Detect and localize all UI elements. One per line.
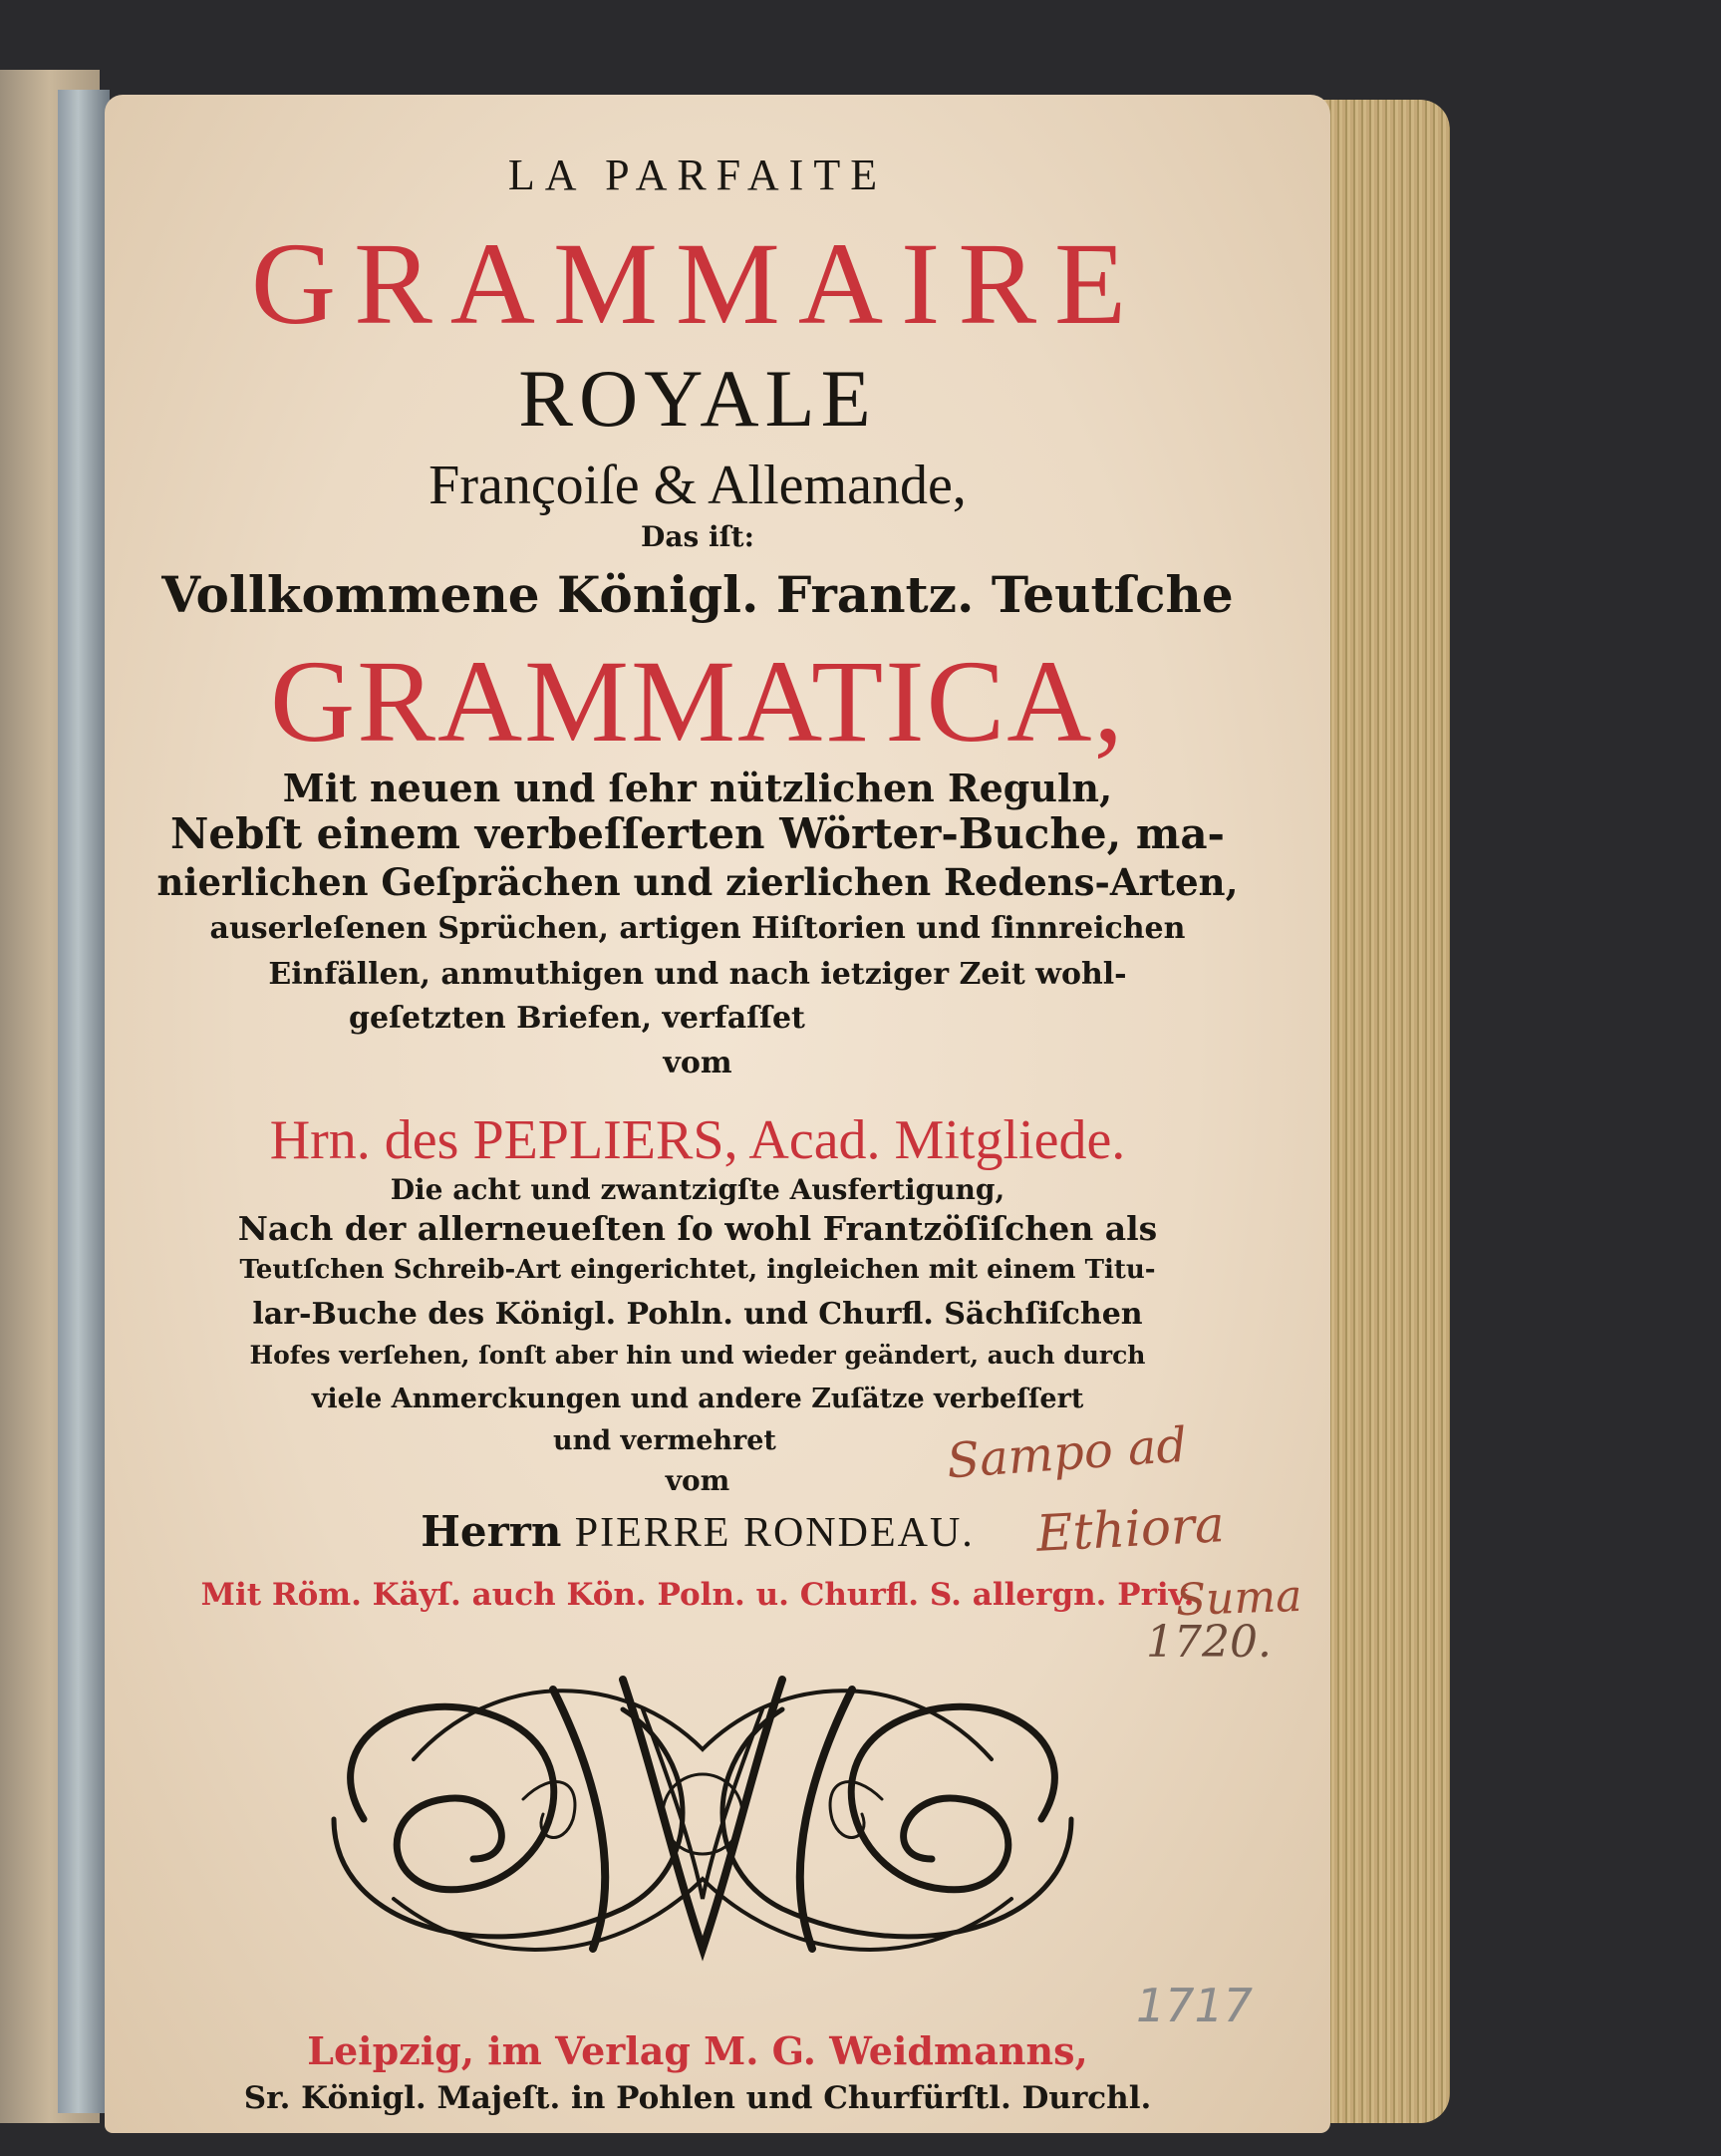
ownership-inscription: Sampo ad [945, 1416, 1189, 1490]
edition-line: lar-Buche des Königl. Pohln. und Churfl. Sächſiſchen [252, 1297, 1143, 1332]
privilege-line: Mit Röm. Käyſ. auch Kön. Poln. u. Churfl. S. allergn. Priv. [200, 1577, 1195, 1613]
imprint-line-1: Leipzig, im Verlag M. G. Weidmanns, [307, 2028, 1088, 2073]
title-vollkommene: Vollkommene Königl. Frantz. Teutſche [161, 565, 1234, 624]
ownership-inscription: Suma [1175, 1570, 1303, 1627]
description-line: Mit neuen und ſehr nützlichen Reguln, [282, 766, 1113, 810]
vom-label: vom [665, 1464, 730, 1497]
book-spine [58, 90, 110, 2113]
description-line: auserleſenen Sprüchen, artigen Hiſtorien und ſinnreichen [209, 911, 1186, 946]
edition-line: viele Anmerckungen und andere Zuſätze verbeſſert [311, 1384, 1084, 1414]
author-line: Hrn. des PEPLIERS, Acad. Mitgliede. [269, 1109, 1126, 1171]
pencil-year-note: 1717 [1136, 1979, 1254, 2032]
edition-line: Nach der allerneueſten ſo wohl Frantzöſiſchen als [237, 1209, 1158, 1248]
editor-name: PIERRE RONDEAU. [574, 1510, 975, 1556]
edition-line: Hofes verſehen, ſonſt aber hin und wieder geändert, auch durch [249, 1341, 1146, 1370]
editor-prefix: Herrn [421, 1507, 562, 1556]
ownership-inscription: 1720. [1146, 1617, 1272, 1668]
edition-line: Die acht und zwantzigſte Ausfertigung, [390, 1173, 1005, 1206]
calligraphic-ornament [294, 1650, 1111, 1979]
title-francoise-allemande: Françoiſe & Allemande, [429, 455, 967, 516]
title-grammaire: GRAMMAIRE [250, 218, 1145, 349]
title-grammatica: GRAMMATICA, [270, 636, 1125, 767]
page-edges [1310, 100, 1450, 2123]
title-royale: ROYALE [518, 353, 877, 444]
title-das-ist: Das iſt: [641, 520, 754, 553]
vom-label: vom [663, 1046, 732, 1080]
title-la-parfaite: LA PARFAITE [507, 151, 888, 199]
description-line: geſetzten Briefen, verfaſſet [349, 1001, 805, 1036]
ownership-inscription: Ethiora [1034, 1495, 1226, 1563]
description-line: nierlichen Geſprächen und zierlichen Redens-Arten, [156, 860, 1239, 904]
edition-line: und vermehret [553, 1425, 776, 1456]
imprint-line-2: Sr. Königl. Majeſt. in Pohlen und Churfürſtl. Durchl. [243, 2080, 1152, 2116]
edition-line: Teutſchen Schreib-Art eingerichtet, ingleichen mit einem Titu- [239, 1255, 1156, 1285]
description-line: Einfällen, anmuthigen und nach ietziger Zeit wohl- [268, 957, 1127, 992]
description-line: Nebſt einem verbeſſerten Wörter-Buche, ma- [170, 809, 1225, 858]
